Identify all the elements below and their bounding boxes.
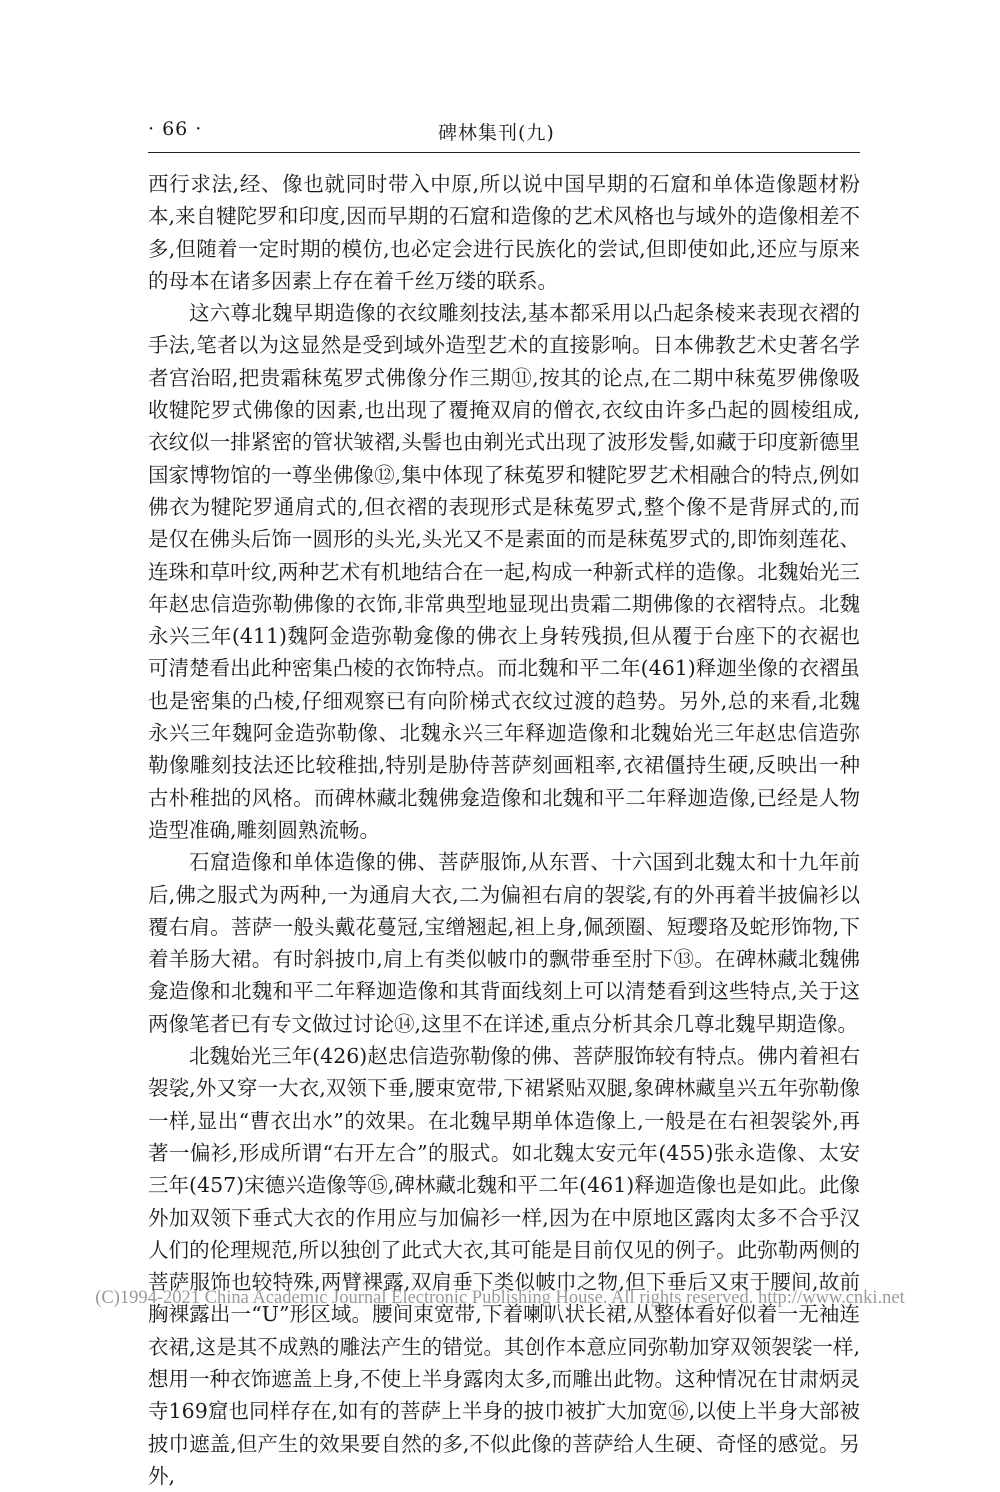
paragraph-1: 西行求法,经、像也就同时带入中原,所以说中国早期的石窟和单体造像题材粉本,来自犍陀罗和印度,因而早期的石窟和造像的艺术风格也与域外的造像相差不多,但随着一定时期的模仿,也必定会进行民族化的尝试,但即使如此,还应与原来的母本在诸多因素上存在着千丝万缕的联系。 <box>148 172 860 293</box>
header-rule <box>148 152 860 153</box>
running-title: 碑林集刊(九) <box>438 122 555 144</box>
paragraph-4: 北魏始光三年(426)赵忠信造弥勒像的佛、菩萨服饰较有特点。佛内着袒右袈裟,外又穿一大衣,双领下垂,腰束宽带,下裙紧贴双腿,象碑林藏皇兴五年弥勒像一样,显出“曹衣出水”的效果。在北魏早期单体造像上,一般是在右袒袈裟外,再著一偏衫,形成所谓“右开左合”的服式。如北魏太安元年(455)张永造像、太安三年(457)宋德兴造像等⑮,碑林藏北魏和平二年(461)释迦造像也是如此。此像外加双领下垂式大衣的作用应与加偏衫一样,因为在中原地区露肉太多不合乎汉人们的伦理规范,所以独创了此式大衣,其可能是目前仅见的例子。此弥勒两侧的菩萨服饰也较特殊,两臂裸露,双肩垂下类似帔巾之物,但下垂后又束于腰间,故前胸裸露出一“U”形区域。腰间束宽带,下着喇叭状长裙,从整体看好似着一无袖连衣裙,这是其不成熟的雕法产生的错觉。其创作本意应同弥勒加穿双领袈裟一样,想用一种衣饰遮盖上身,不使上半身露肉太多,而雕出此物。这种情况在甘肃炳灵寺169窟也同样存在,如有的菩萨上半身的披巾被扩大加宽⑯,以使上半身大部被披巾遮盖,但产生的效果要自然的多,不似此像的菩萨给人生硬、奇怪的感觉。另外, <box>148 1044 860 1488</box>
copyright-footer: (C)1994-2021 China Academic Journal Electronic Publishing House. All rights reserved. http://www.cnki.net <box>95 1288 905 1308</box>
paragraph-3: 石窟造像和单体造像的佛、菩萨服饰,从东晋、十六国到北魏太和十九年前后,佛之服式为两种,一为通肩大衣,二为偏袒右肩的袈裟,有的外再着半披偏衫以覆右肩。菩萨一般头戴花蔓冠,宝缯翘起,袒上身,佩颈圈、短璎珞及蛇形饰物,下着羊肠大裙。有时斜披巾,肩上有类似帔巾的飘带垂至肘下⑬。在碑林藏北魏佛龛造像和北魏和平二年释迦造像和其背面线刻上可以清楚看到这些特点,关于这两像笔者已有专文做过讨论⑭,这里不在详述,重点分析其余几尊北魏早期造像。 <box>148 850 860 1036</box>
paragraph-2: 这六尊北魏早期造像的衣纹雕刻技法,基本都采用以凸起条棱来表现衣褶的手法,笔者以为这显然是受到域外造型艺术的直接影响。日本佛教艺术史著名学者宫治昭,把贵霜秣菟罗式佛像分作三期⑪,按其的论点,在二期中秣菟罗佛像吸收犍陀罗式佛像的因素,也出现了覆掩双肩的僧衣,衣纹由许多凸起的圆棱组成,衣纹似一排紧密的管状皱褶,头髻也由剃光式出现了波形发髻,如藏于印度新德里国家博物馆的一尊坐佛像⑫,集中体现了秣菟罗和犍陀罗艺术相融合的特点,例如佛衣为犍陀罗通肩式的,但衣褶的表现形式是秣菟罗式,整个像不是背屏式的,而是仅在佛头后饰一圆形的头光,头光又不是素面的而是秣菟罗式的,即饰刻莲花、连珠和草叶纹,两种艺术有机地结合在一起,构成一种新式样的造像。北魏始光三年赵忠信造弥勒佛像的衣饰,非常典型地显现出贵霜二期佛像的衣褶特点。北魏永兴三年(411)魏阿金造弥勒龛像的佛衣上身转残损,但从覆于台座下的衣裾也可清楚看出此种密集凸棱的衣饰特点。而北魏和平二年(461)释迦坐像的衣褶虽也是密集的凸棱,仔细观察已有向阶梯式衣纹过渡的趋势。另外,总的来看,北魏永兴三年魏阿金造弥勒像、北魏永兴三年释迦造像和北魏始光三年赵忠信造弥勒像雕刻技法还比较稚拙,特别是胁侍菩萨刻画粗率,衣裙僵持生硬,反映出一种古朴稚拙的风格。而碑林藏北魏佛龛造像和北魏和平二年释迦造像,已经是人物造型准确,雕刻圆熟流畅。 <box>148 301 860 842</box>
page-header <box>148 118 860 154</box>
page-number: · 66 · <box>148 118 203 140</box>
